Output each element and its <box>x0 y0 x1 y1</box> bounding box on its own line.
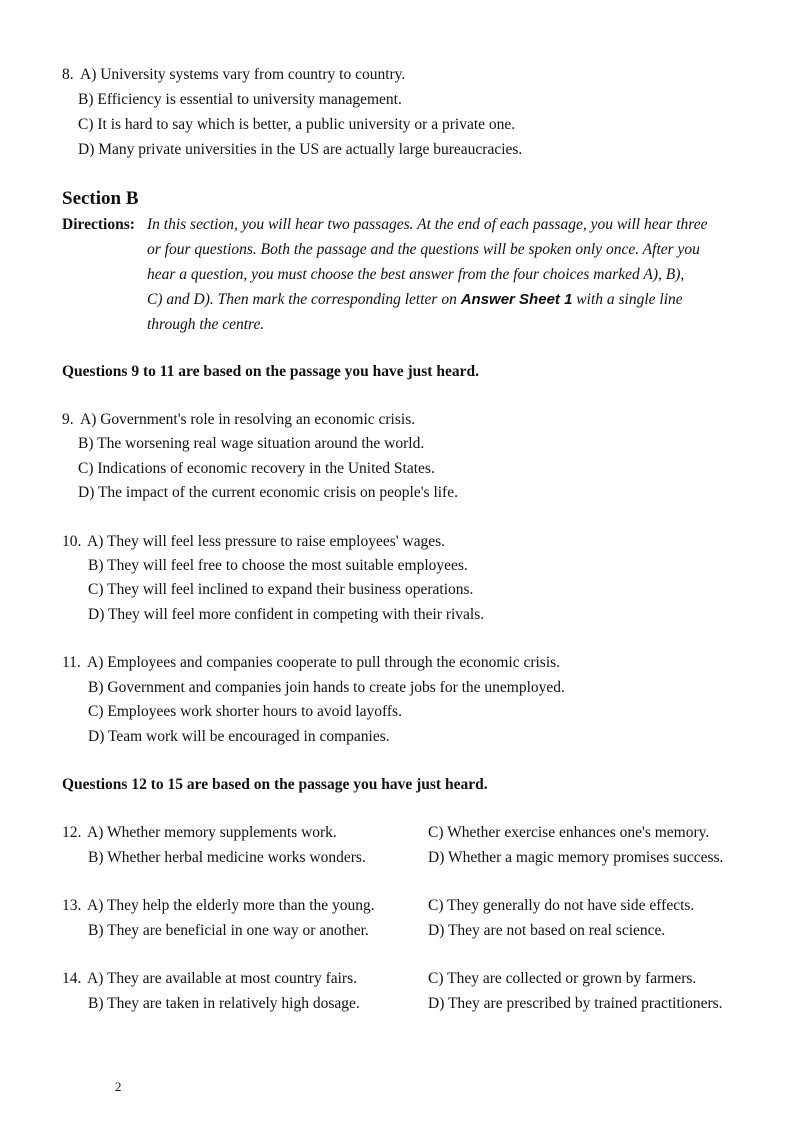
q14-option-d: D) They are prescribed by trained practitioners. <box>428 995 723 1012</box>
q11-option-d: D) Team work will be encouraged in companies. <box>88 728 390 745</box>
q12-option-c: C) Whether exercise enhances one's memory. <box>428 824 710 841</box>
q10-option-d: D) They will feel more confident in competing with their rivals. <box>88 606 485 623</box>
q11-option-c: C) Employees work shorter hours to avoid layoffs. <box>88 703 402 720</box>
q13-number: 13. <box>62 897 82 914</box>
q9-number: 9. <box>62 411 74 428</box>
directions-line-2: or four questions. Both the passage and the questions will be spoken only once. After you <box>147 241 700 258</box>
directions-line-4-start: C) and D). Then mark the corresponding letter on <box>147 291 457 308</box>
directions-label: Directions: <box>62 216 135 233</box>
q12-number: 12. <box>62 824 82 841</box>
q14-number: 14. <box>62 970 82 987</box>
q10-option-a: A) They will feel less pressure to raise employees' wages. <box>87 533 446 550</box>
answer-sheet-label: Answer Sheet 1 <box>460 291 573 308</box>
q11-option-a: A) Employees and companies cooperate to pull through the economic crisis. <box>87 654 561 671</box>
q13-option-b: B) They are beneficial in one way or another. <box>88 922 369 939</box>
q14-option-a: A) They are available at most country fairs. <box>87 970 358 987</box>
directions-line-4-end: with a single line <box>576 291 683 308</box>
q9-option-d: D) The impact of the current economic crisis on people's life. <box>78 484 458 501</box>
q12-option-b: B) Whether herbal medicine works wonders. <box>88 849 366 866</box>
q8-option-b: B) Efficiency is essential to university management. <box>78 91 402 108</box>
q13-option-a: A) They help the elderly more than the young. <box>87 897 375 914</box>
q9-option-c: C) Indications of economic recovery in the United States. <box>78 460 435 477</box>
q10-option-c: C) They will feel inclined to expand their business operations. <box>88 581 474 598</box>
q8-option-a: A) University systems vary from country to country. <box>80 66 406 83</box>
directions-line-3: hear a question, you must choose the best answer from the four choices marked A), B), <box>147 266 685 283</box>
q8-option-c: C) It is hard to say which is better, a public university or a private one. <box>78 116 516 133</box>
q11-number: 11. <box>62 654 81 671</box>
q8-number: 8. <box>62 66 74 83</box>
q14-option-b: B) They are taken in relatively high dosage. <box>88 995 360 1012</box>
q8-option-d: D) Many private universities in the US are actually large bureaucracies. <box>78 141 523 158</box>
q10-number: 10. <box>62 533 82 550</box>
q9-option-b: B) The worsening real wage situation around the world. <box>78 435 425 452</box>
directions-line-4 <box>147 290 683 310</box>
q13-option-d: D) They are not based on real science. <box>428 922 666 939</box>
directions-line-5: through the centre. <box>147 316 265 333</box>
q14-option-c: C) They are collected or grown by farmers. <box>428 970 697 987</box>
q9-option-a: A) Government's role in resolving an economic crisis. <box>80 411 416 428</box>
directions-line-1: In this section, you will hear two passages. At the end of each passage, you will hear three <box>147 216 708 233</box>
q11-option-b: B) Government and companies join hands to create jobs for the unemployed. <box>88 679 565 696</box>
page-number: 2 <box>115 1079 122 1094</box>
group2-heading: Questions 12 to 15 are based on the passage you have just heard. <box>62 776 488 793</box>
q12-option-d: D) Whether a magic memory promises success. <box>428 849 724 866</box>
q10-option-b: B) They will feel free to choose the most suitable employees. <box>88 557 468 574</box>
section-b-title: Section B <box>62 188 139 209</box>
q13-option-c: C) They generally do not have side effects. <box>428 897 695 914</box>
group1-heading: Questions 9 to 11 are based on the passage you have just heard. <box>62 363 479 380</box>
q12-option-a: A) Whether memory supplements work. <box>87 824 337 841</box>
